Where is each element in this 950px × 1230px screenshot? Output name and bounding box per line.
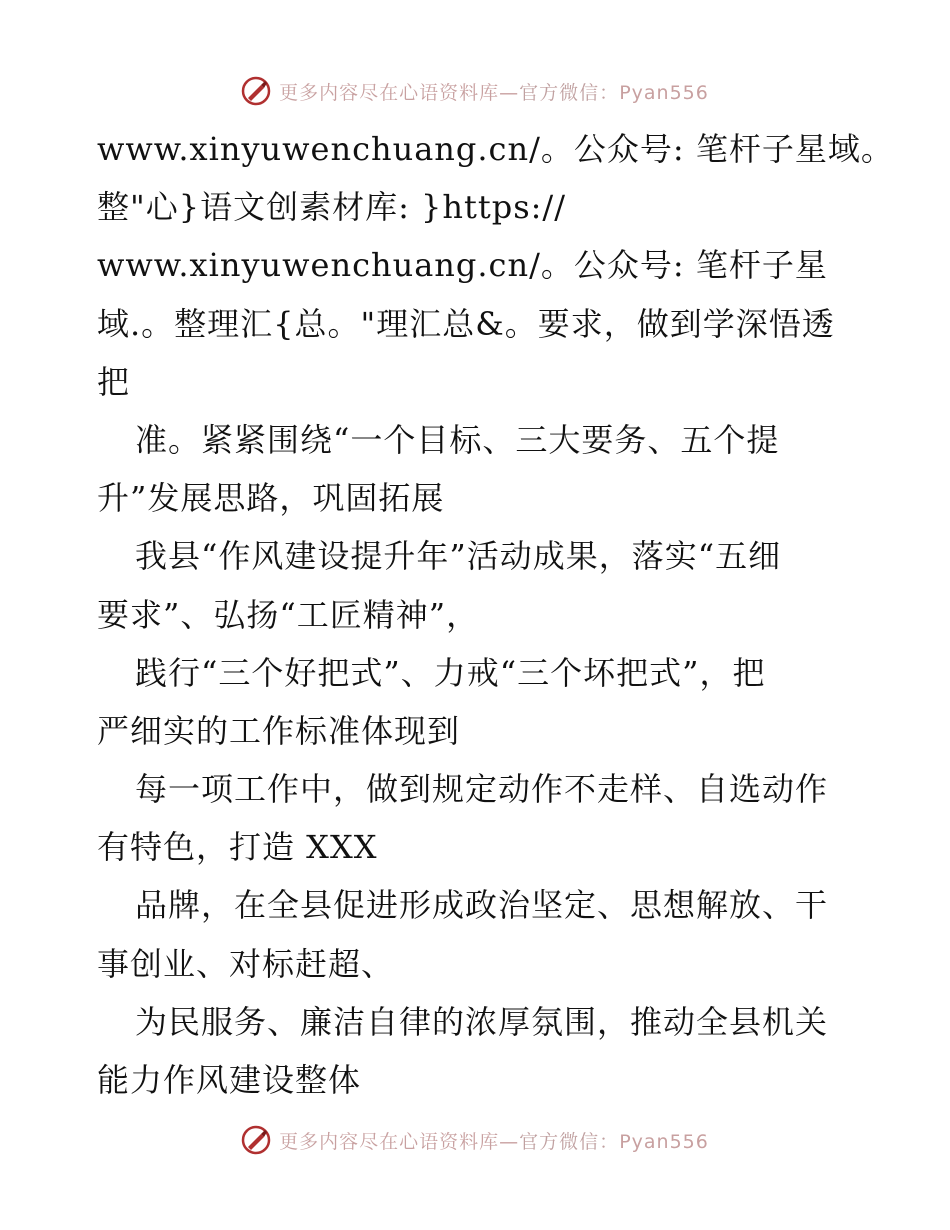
banner-caption bbox=[279, 1127, 709, 1154]
text-line: 域.。整理汇{总。"理汇总&。要求，做到学深悟透 bbox=[97, 304, 835, 343]
banner-wechat-id: Pyan556 bbox=[619, 1130, 709, 1153]
document-body bbox=[97, 120, 894, 1109]
banner-official-text: 官方微信： bbox=[519, 1130, 620, 1153]
banner-caption bbox=[279, 78, 709, 105]
text-line: www.xinyuwenchuang.cn/。公众号: 笔杆子星 bbox=[97, 246, 828, 285]
banner-wechat-id: Pyan556 bbox=[619, 81, 709, 104]
text-line: 整"心}语文创素材库: }https:// bbox=[97, 188, 566, 227]
text-line: www.xinyuwenchuang.cn/。公众号: 笔杆子星域。 bbox=[97, 130, 894, 168]
text-line: 严细实的工作标准体现到 bbox=[97, 711, 461, 750]
header-banner bbox=[0, 71, 950, 111]
text-line: 我县“作风建设提升年”活动成果，落实“五细 bbox=[135, 537, 782, 576]
text-line: 有特色，打造 XXX bbox=[97, 828, 378, 867]
pen-logo-icon bbox=[241, 76, 271, 106]
pen-logo-icon bbox=[241, 1125, 271, 1155]
text-line: 准。紧紧围绕“一个目标、三大要务、五个提 bbox=[135, 420, 780, 459]
banner-main-text: 更多内容尽在心语资料库— bbox=[279, 1130, 520, 1153]
text-line: 能力作风建设整体 bbox=[97, 1061, 362, 1099]
banner-main-text: 更多内容尽在心语资料库— bbox=[279, 81, 520, 104]
text-line: 践行“三个好把式”、力戒“三个坏把式”，把 bbox=[135, 653, 766, 692]
text-line: 要求”、弘扬“工匠精神”， bbox=[97, 595, 480, 634]
text-line: 每一项工作中，做到规定动作不走样、自选动作 bbox=[135, 770, 829, 809]
footer-banner bbox=[0, 1120, 950, 1160]
text-line: 事创业、对标赶超、 bbox=[97, 944, 395, 983]
text-line: 品牌，在全县促进形成政治坚定、思想解放、干 bbox=[135, 886, 829, 925]
banner-official-text: 官方微信： bbox=[519, 81, 620, 104]
text-line: 为民服务、廉洁自律的浓厚氛围，推动全县机关 bbox=[135, 1002, 829, 1041]
text-line: 把 bbox=[97, 362, 131, 401]
text-line: 升”发展思路，巩固拓展 bbox=[97, 479, 445, 518]
